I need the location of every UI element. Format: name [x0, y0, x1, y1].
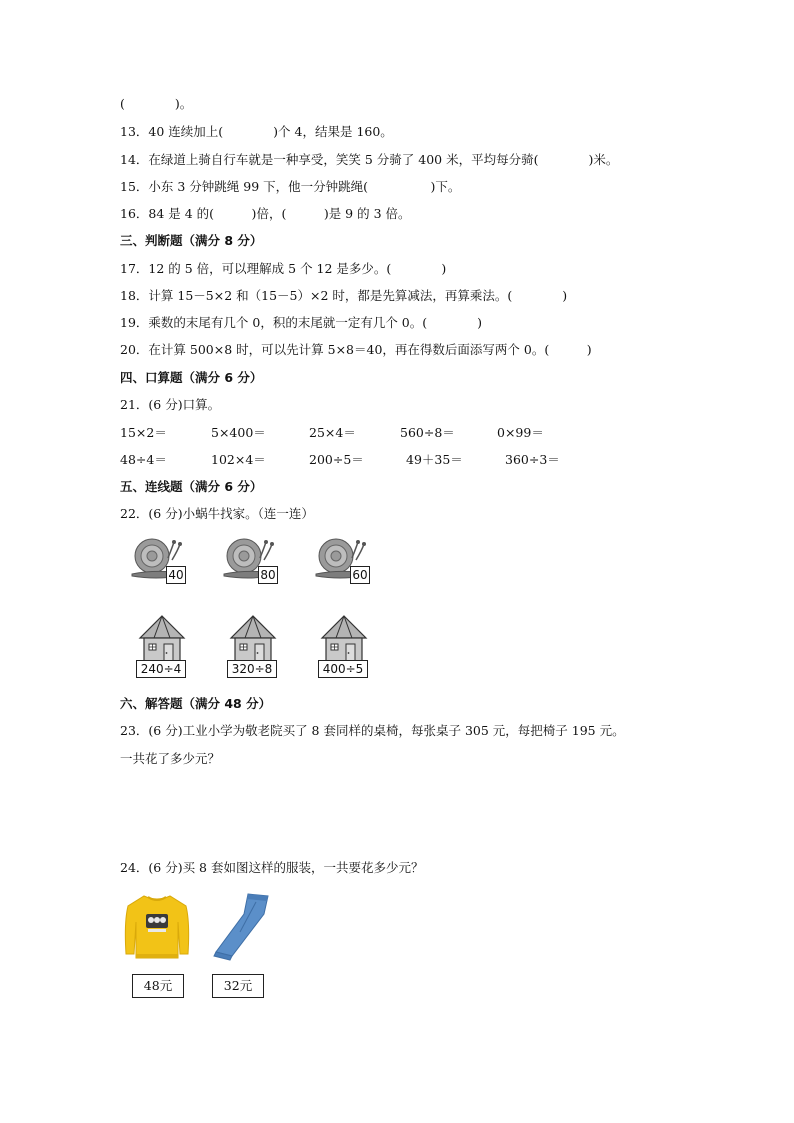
section-heading-6: 六、解答题（满分 48 分） [120, 696, 272, 711]
snail-label: 80 [258, 566, 278, 584]
question-15: 15．小东 3 分钟跳绳 99 下，他一分钟跳绳( )下。 [120, 179, 461, 194]
question-23-line-1: 23．(6 分)工业小学为敬老院买了 8 套同样的桌椅，每张桌子 305 元，每把椅子 195 元。 [120, 723, 625, 738]
question-17: 17．12 的 5 倍，可以理解成 5 个 12 是多少。( ) [120, 261, 447, 276]
question-24: 24．(6 分)买 8 套如图这样的服装，一共要花多少元？ [120, 860, 424, 875]
house-label: 320÷8 [227, 660, 277, 678]
jeans-image [210, 892, 272, 962]
calc-item: 15×2＝ [120, 425, 167, 440]
calc-item: 48÷4＝ [120, 452, 167, 467]
house-icon [136, 614, 188, 664]
calc-item: 5×400＝ [211, 425, 266, 440]
price-box-jeans: 32元 [212, 974, 264, 998]
house-label: 400÷5 [318, 660, 368, 678]
calc-item: 49＋35＝ [406, 452, 463, 467]
house-label: 240÷4 [136, 660, 186, 678]
calc-item: 25×4＝ [309, 425, 356, 440]
snail-3 [314, 536, 370, 584]
question-19: 19．乘数的末尾有几个 0，积的末尾就一定有几个 0。( ) [120, 315, 483, 330]
snail-2 [222, 536, 278, 584]
sweater-icon [122, 892, 192, 962]
sweater-image [122, 892, 192, 962]
question-21: 21．(6 分)口算。 [120, 397, 221, 412]
house-icon [227, 614, 279, 664]
calc-item: 102×4＝ [211, 452, 266, 467]
section-heading-4: 四、口算题（满分 6 分） [120, 370, 263, 385]
house-3 [318, 614, 370, 678]
question-20: 20．在计算 500×8 时，可以先计算 5×8＝40，再在得数后面添写两个 0。( ) [120, 342, 592, 357]
price-box-sweater: 48元 [132, 974, 184, 998]
question-23-line-2: 一共花了多少元？ [120, 751, 221, 766]
house-1 [136, 614, 188, 678]
house-icon [318, 614, 370, 664]
snail-1 [130, 536, 186, 584]
question-16: 16．84 是 4 的( )倍，( )是 9 的 3 倍。 [120, 206, 411, 221]
calc-item: 360÷3＝ [505, 452, 560, 467]
q12-tail: ( )。 [120, 96, 193, 111]
question-13: 13．40 连续加上( )个 4，结果是 160。 [120, 124, 393, 139]
calc-item: 200÷5＝ [309, 452, 364, 467]
question-22: 22．(6 分)小蜗牛找家。（连一连） [120, 506, 314, 521]
question-18: 18．计算 15－5×2 和（15－5）×2 时，都是先算减法，再算乘法。( ) [120, 288, 568, 303]
question-14: 14．在绿道上骑自行车就是一种享受，笑笑 5 分骑了 400 米，平均每分骑( )米。 [120, 152, 619, 167]
snail-label: 60 [350, 566, 370, 584]
calc-item: 0×99＝ [497, 425, 544, 440]
jeans-icon [210, 892, 272, 962]
house-2 [227, 614, 279, 678]
section-heading-5: 五、连线题（满分 6 分） [120, 479, 263, 494]
section-heading-3: 三、判断题（满分 8 分） [120, 233, 263, 248]
calc-item: 560÷8＝ [400, 425, 455, 440]
snail-label: 40 [166, 566, 186, 584]
